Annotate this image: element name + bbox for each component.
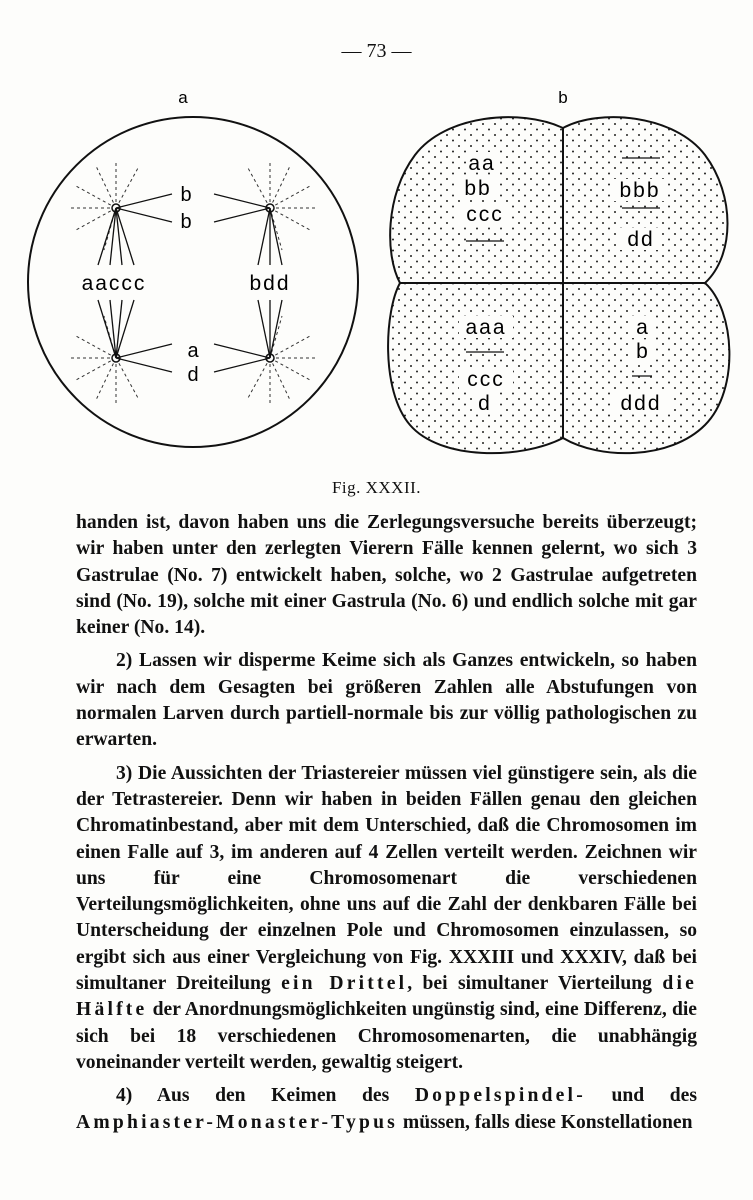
figure-b-drawing bbox=[370, 100, 750, 470]
figure-a-upper-label-1: b bbox=[180, 184, 192, 206]
figure-b-q2-line-1: bbb bbox=[619, 179, 661, 202]
emphasis-doppelspindel: Doppelspindel- bbox=[414, 1085, 586, 1107]
figure-b-q2-line-2: dd bbox=[627, 228, 655, 251]
paragraph-3-part-3: der Anordnungsmöglichkeiten ungünstig sind, eine Differenz, die sich bei 18 verschiedenen Chromosomenarten, die unabhängig voneinander verteilt werden, gewaltig steigert. bbox=[76, 999, 697, 1073]
emphasis-ein-drittel: ein Drittel bbox=[281, 973, 408, 995]
figure-a-lower-label-1: a bbox=[187, 340, 199, 362]
figure-b-q4-line-1: a bbox=[636, 316, 648, 339]
figure-b-q3-line-1: aaa bbox=[465, 316, 507, 339]
figure-a-drawing bbox=[28, 117, 358, 447]
paragraph-2: 2) Lassen wir disperme Keime sich als Ganzes entwickeln, so haben wir nach dem Gesagten bei größeren Zahlen alle Abstufungen von normalen Larven durch partiell-normale bis zur völlig pathologischen zu erwarten. bbox=[76, 650, 697, 751]
figure-caption: Fig. XXXII. bbox=[331, 478, 422, 497]
figure-xxxii bbox=[0, 0, 753, 470]
figure-b-label: b bbox=[558, 88, 568, 107]
figure-b-q1-line-3: ccc bbox=[466, 203, 504, 226]
paragraph-4 bbox=[76, 1083, 697, 1136]
paragraph-3-part-2: , bei simultaner Vierteilung bbox=[407, 973, 652, 995]
emphasis-amphiaster-monaster-typus: Amphiaster-Monaster-Typus bbox=[76, 1111, 399, 1133]
figure-b-q4-line-3: ddd bbox=[620, 392, 662, 415]
figure-a-label: a bbox=[178, 88, 188, 107]
emphasis-die-haelfte: die Hälfte bbox=[76, 973, 698, 1021]
page-number: — 73 — bbox=[341, 40, 412, 62]
body-text bbox=[76, 510, 697, 1136]
paragraph-1: handen ist, davon haben uns die Zerlegungsversuche bereits überzeugt; wir haben unter den zerlegten Vierern Fälle kennen gelernt, wo sich 3 Gastrulae (No. 7) entwickelt haben, solche, wo 2 Gastrulae aufgetreten sind (No. 19), solche mit einer Gastrula (No. 6) und endlich solche mit gar keiner (No. 14). bbox=[76, 512, 697, 639]
figure-a-left-group: aaccc bbox=[81, 272, 147, 295]
figure-b-q1-line-1: aa bbox=[468, 152, 496, 175]
paragraph-4-part-1: 4) Aus den Keimen des bbox=[116, 1085, 390, 1107]
figure-b-q4-line-2: b bbox=[636, 340, 648, 363]
figure-b-q3-line-3: d bbox=[478, 392, 490, 415]
figure-b-q1-line-2: bb bbox=[464, 177, 492, 200]
paragraph-3 bbox=[76, 761, 697, 1077]
paragraph-4-part-2: und des bbox=[611, 1085, 697, 1107]
paragraph-4-part-3: müssen, falls diese Konstellationen bbox=[402, 1111, 693, 1133]
figure-b-q3-line-2: ccc bbox=[467, 368, 505, 391]
figure-a-right-group: bdd bbox=[249, 272, 291, 295]
figure-a-upper-label-2: b bbox=[180, 211, 192, 233]
figure-a-lower-label-2: d bbox=[187, 364, 199, 386]
paragraph-3-part-1: 3) Die Aussichten der Triastereier müssen viel günstigere sein, als die der Tetrastereier. Denn wir haben in beiden Fällen genau den gleichen Chromatinbestand, aber mit dem Unterschied, daß die Chromosomen im einen Falle auf 3, im anderen auf 4 Zellen verteilt werden. Zeichnen wir uns für eine Chromosomenart die verschiedenen Verteilungsmöglichkeiten, ohne uns auf die Zahl der denkbaren Fälle bei Unterscheidung der einzelnen Pole und Chromosomen einzulassen, so ergibt sich aus einer Vergleichung von Fig. XXXIII und XXXIV, daß bei simultaner Dreiteilung bbox=[76, 762, 697, 995]
